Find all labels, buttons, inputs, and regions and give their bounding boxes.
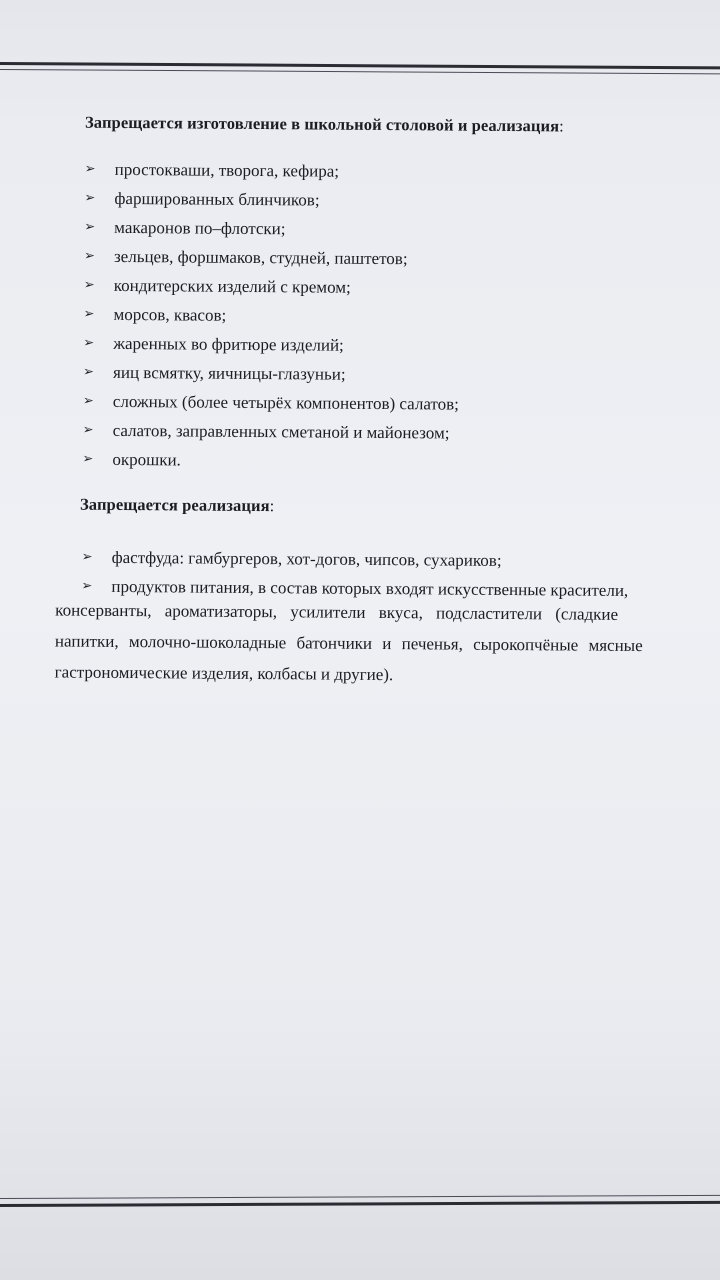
bottom-border-thin xyxy=(0,1195,720,1199)
arrow-bullet-icon: ➢ xyxy=(82,422,94,438)
arrow-bullet-icon: ➢ xyxy=(83,364,95,380)
bottom-border-thick xyxy=(0,1201,720,1207)
arrow-bullet-icon: ➢ xyxy=(82,451,94,467)
arrow-bullet-icon: ➢ xyxy=(84,161,96,177)
section1-heading-colon: : xyxy=(559,116,564,136)
list-item-text: фаршированных блинчиков; xyxy=(114,188,320,210)
list-item xyxy=(85,155,461,187)
list-item xyxy=(83,300,459,332)
paragraph-line: гастрономические изделия, колбасы и другие). xyxy=(54,662,394,685)
arrow-bullet-icon: ➢ xyxy=(83,248,95,264)
section1-heading-text: Запрещается изготовление в школьной столовой и реализация xyxy=(84,112,560,136)
section1-list xyxy=(82,155,461,477)
list-item xyxy=(82,445,458,477)
arrow-bullet-icon: ➢ xyxy=(84,190,96,206)
list-item xyxy=(84,213,460,245)
list-item xyxy=(83,387,459,419)
list-item xyxy=(83,329,459,361)
list-item-text: зельцев, форшмаков, студней, паштетов; xyxy=(113,246,408,269)
section2-list xyxy=(81,543,628,605)
list-item xyxy=(84,184,460,216)
list-item-text: сложных (более четырёх компонентов) салатов; xyxy=(112,391,459,414)
list-item-text: фастфуда: гамбургеров, хот-догов, чипсов, сухариков; xyxy=(111,547,502,570)
list-item-text: продуктов питания, в состав которых входят искусственные красители, xyxy=(111,576,629,600)
list-item-text: жаренных во фритюре изделий; xyxy=(113,333,344,355)
arrow-bullet-icon: ➢ xyxy=(83,335,95,351)
arrow-bullet-icon: ➢ xyxy=(81,549,93,565)
list-item-text: морсов, квасов; xyxy=(113,304,227,325)
top-border-thin xyxy=(0,69,720,74)
arrow-bullet-icon: ➢ xyxy=(82,393,94,409)
paragraph-line: консерванты, ароматизаторы, усилители вкуса, подсластители (сладкие xyxy=(55,600,619,624)
section2-heading-text: Запрещается реализация xyxy=(79,494,270,516)
list-item-text: окрошки. xyxy=(112,449,181,470)
list-item-text: салатов, заправленных сметаной и майонезом; xyxy=(112,420,450,443)
list-item xyxy=(81,572,628,605)
list-item xyxy=(83,358,459,390)
list-item-text: кондитерских изделий с кремом; xyxy=(113,275,351,297)
top-border-thick xyxy=(0,62,720,69)
arrow-bullet-icon: ➢ xyxy=(84,219,96,235)
list-item xyxy=(84,242,460,274)
list-item xyxy=(83,416,459,448)
list-item-text: простокваши, творога, кефира; xyxy=(114,159,340,181)
section2-heading xyxy=(80,495,274,517)
arrow-bullet-icon: ➢ xyxy=(81,578,93,594)
list-item-text: яиц всмятку, яичницы-глазуньи; xyxy=(113,362,346,384)
paragraph-line: напитки, молочно-шоколадные батончики и печенья, сырокопчёные мясные xyxy=(54,631,643,656)
list-item xyxy=(82,543,629,576)
section1-heading xyxy=(85,113,564,137)
arrow-bullet-icon: ➢ xyxy=(83,277,95,293)
list-item xyxy=(84,271,460,303)
section2-heading-colon: : xyxy=(269,496,275,516)
arrow-bullet-icon: ➢ xyxy=(83,306,95,322)
list-item-text: макаронов по–флотски; xyxy=(114,217,286,239)
